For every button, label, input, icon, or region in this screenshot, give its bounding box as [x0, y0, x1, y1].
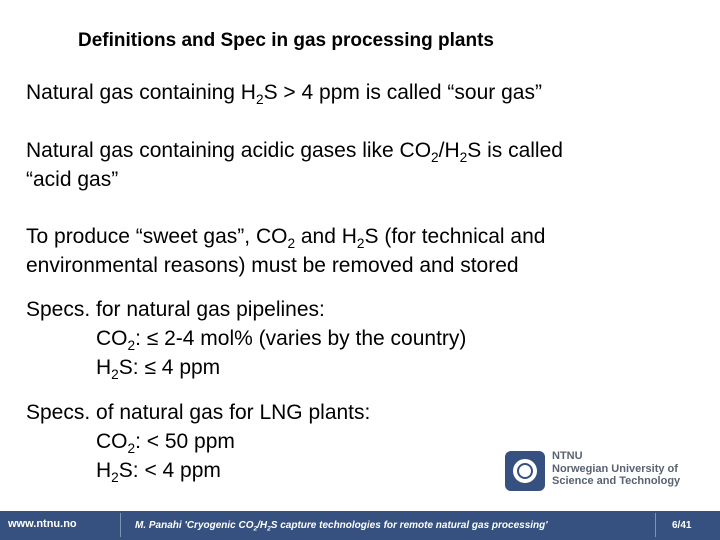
ntnu-logo: [505, 450, 705, 495]
definition-sour-gas: Natural gas containing $H_2S > 4$ ppm is called “sour gas”: [26, 81, 542, 107]
footer-divider: [655, 513, 656, 537]
sweet-gas-statement: To produce “sweet gas”, $CO_2$ and $H_2S$ (for technical and environmental reasons) must be removed and stored: [26, 225, 546, 277]
pipeline-h2s-spec: $H_2S$: ≤ 4 ppm: [96, 356, 221, 382]
slide-title: Definitions and Spec in gas processing plants: [78, 30, 494, 51]
footer-bar: [0, 511, 720, 540]
ntnu-logo-text: NTNU Norwegian University of Science and Technology: [552, 450, 681, 487]
footer-divider: [120, 513, 121, 537]
lng-h2s-spec: $H_2S$: < 4 ppm: [96, 459, 221, 485]
pipeline-co2-spec: $CO_2$: ≤ 2-4 mol% (varies by the country): [96, 327, 467, 353]
lng-specs: Specs. of natural gas for LNG plants: $CO_2$: < 50 ppm $H_2S$: < 4 ppm: [26, 401, 371, 485]
ntnu-logo-icon: [505, 451, 545, 491]
footer-url: www.ntnu.no: [8, 518, 77, 530]
page-number: 6/41: [672, 520, 692, 531]
definition-acid-gas: Natural gas containing acidic gases like $CO_2/H_2S$ is called “acid gas”: [26, 139, 563, 191]
pipeline-specs: Specs. for natural gas pipelines: $CO_2$: ≤ 2-4 mol% (varies by the country) $H_2S$: ≤ 4 ppm: [26, 298, 467, 382]
lng-co2-spec: $CO_2$: < 50 ppm: [96, 430, 235, 456]
footer-citation: M. Panahi 'Cryogenic $CO_2/H_2S$ capture technologies for remote natural gas processing': [135, 520, 548, 533]
